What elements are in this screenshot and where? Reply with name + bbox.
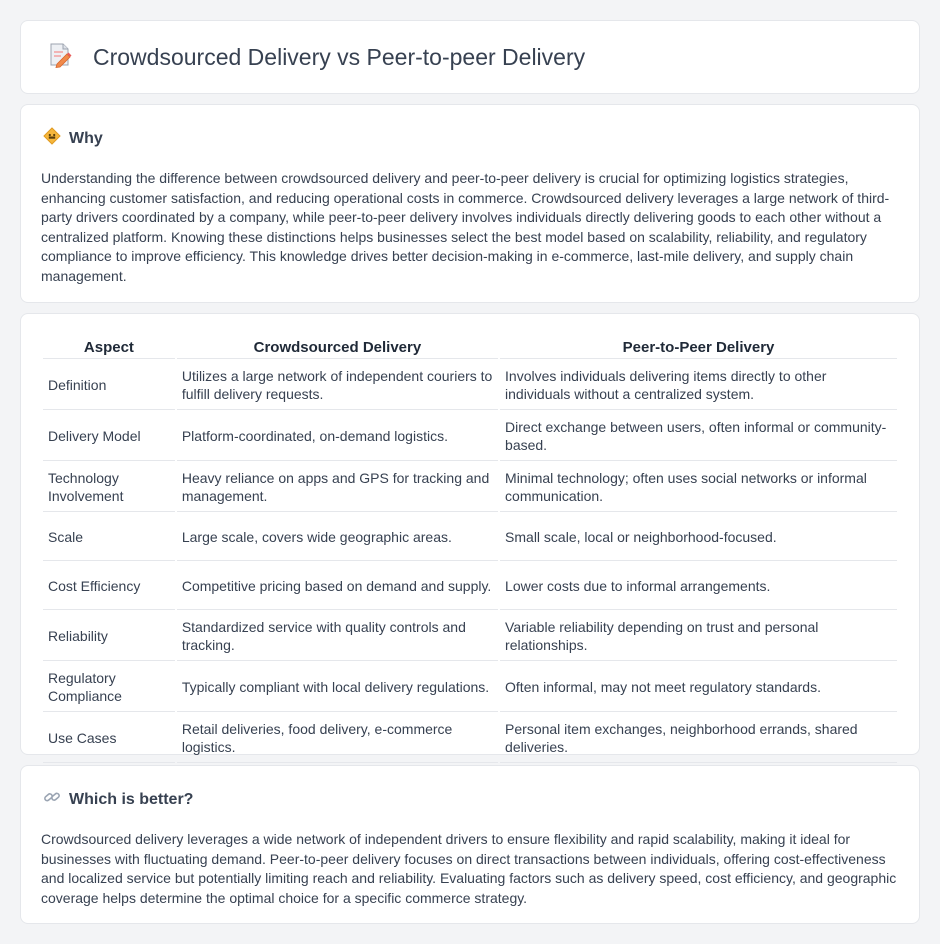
crowdsourced-cell: Typically compliant with local delivery regulations. — [177, 663, 498, 712]
peer-to-peer-cell: Lower costs due to informal arrangements. — [500, 563, 897, 610]
link-icon — [43, 788, 61, 811]
table-header-row — [43, 337, 897, 359]
title-card — [20, 20, 920, 94]
crowdsourced-cell: Heavy reliance on apps and GPS for tracking and management. — [177, 463, 498, 512]
crowdsourced-cell: Standardized service with quality controls and tracking. — [177, 612, 498, 661]
table-row — [43, 563, 897, 610]
page-title: Crowdsourced Delivery vs Peer-to-peer Delivery — [93, 43, 586, 70]
comparison-table — [41, 335, 899, 765]
peer-to-peer-cell: Often informal, may not meet regulatory standards. — [500, 663, 897, 712]
aspect-cell: Technology Involvement — [43, 463, 175, 512]
table-row — [43, 612, 897, 661]
crowdsourced-cell: Large scale, covers wide geographic areas. — [177, 514, 498, 561]
table-row — [43, 514, 897, 561]
table-row — [43, 714, 897, 763]
warning-sign-icon — [43, 127, 61, 150]
why-text: Understanding the difference between crowdsourced delivery and peer-to-peer delivery is crucial for optimizing logistics strategies, enhancing customer satisfaction, and reducing operational costs in commerce. Crowdsourced delivery leverages a large network of third-party drivers coordinated by a company, while peer-to-peer delivery involves individuals directly delivering goods to each other without a centralized platform. Knowing these distinctions helps businesses select the best model based on scalability, reliability, and regulatory compliance to improve efficiency. This knowledge drives better decision-making in e-commerce, last-mile delivery, and supply chain management. — [41, 170, 890, 284]
crowdsourced-cell: Platform-coordinated, on-demand logistics. — [177, 412, 498, 461]
peer-to-peer-cell: Direct exchange between users, often informal or community-based. — [500, 412, 897, 461]
peer-to-peer-cell: Variable reliability depending on trust and personal relationships. — [500, 612, 897, 661]
header-aspect: Aspect — [43, 337, 175, 359]
header-crowdsourced: Crowdsourced Delivery — [177, 337, 498, 359]
comparison-section — [20, 313, 920, 755]
aspect-cell: Use Cases — [43, 714, 175, 763]
better-heading: Which is better? — [69, 790, 194, 808]
aspect-cell: Definition — [43, 361, 175, 410]
peer-to-peer-cell: Minimal technology; often uses social networks or informal communication. — [500, 463, 897, 512]
crowdsourced-cell: Retail deliveries, food delivery, e-commerce logistics. — [177, 714, 498, 763]
document-edit-icon — [47, 42, 73, 73]
aspect-cell: Scale — [43, 514, 175, 561]
aspect-cell: Regulatory Compliance — [43, 663, 175, 712]
which-is-better-section — [20, 765, 920, 924]
header-peer-to-peer: Peer-to-Peer Delivery — [500, 337, 897, 359]
aspect-cell: Delivery Model — [43, 412, 175, 461]
peer-to-peer-cell: Small scale, local or neighborhood-focused. — [500, 514, 897, 561]
aspect-cell: Reliability — [43, 612, 175, 661]
crowdsourced-cell: Utilizes a large network of independent couriers to fulfill delivery requests. — [177, 361, 498, 410]
table-row — [43, 663, 897, 712]
why-section — [20, 104, 920, 303]
table-row — [43, 463, 897, 512]
peer-to-peer-cell: Personal item exchanges, neighborhood errands, shared deliveries. — [500, 714, 897, 763]
crowdsourced-cell: Competitive pricing based on demand and supply. — [177, 563, 498, 610]
table-row — [43, 361, 897, 410]
why-heading: Why — [69, 129, 103, 147]
better-text: Crowdsourced delivery leverages a wide network of independent drivers to ensure flexibility and rapid scalability, making it ideal for businesses with fluctuating demand. Peer-to-peer delivery focuses on direct transactions between individuals, offering cost-effectiveness and localized service but potentially limiting reach and reliability. Evaluating factors such as delivery speed, cost efficiency, and geographic coverage helps determine the optimal choice for a specific commerce strategy. — [41, 831, 897, 906]
table-row — [43, 412, 897, 461]
aspect-cell: Cost Efficiency — [43, 563, 175, 610]
peer-to-peer-cell: Involves individuals delivering items directly to other individuals without a centralized system. — [500, 361, 897, 410]
